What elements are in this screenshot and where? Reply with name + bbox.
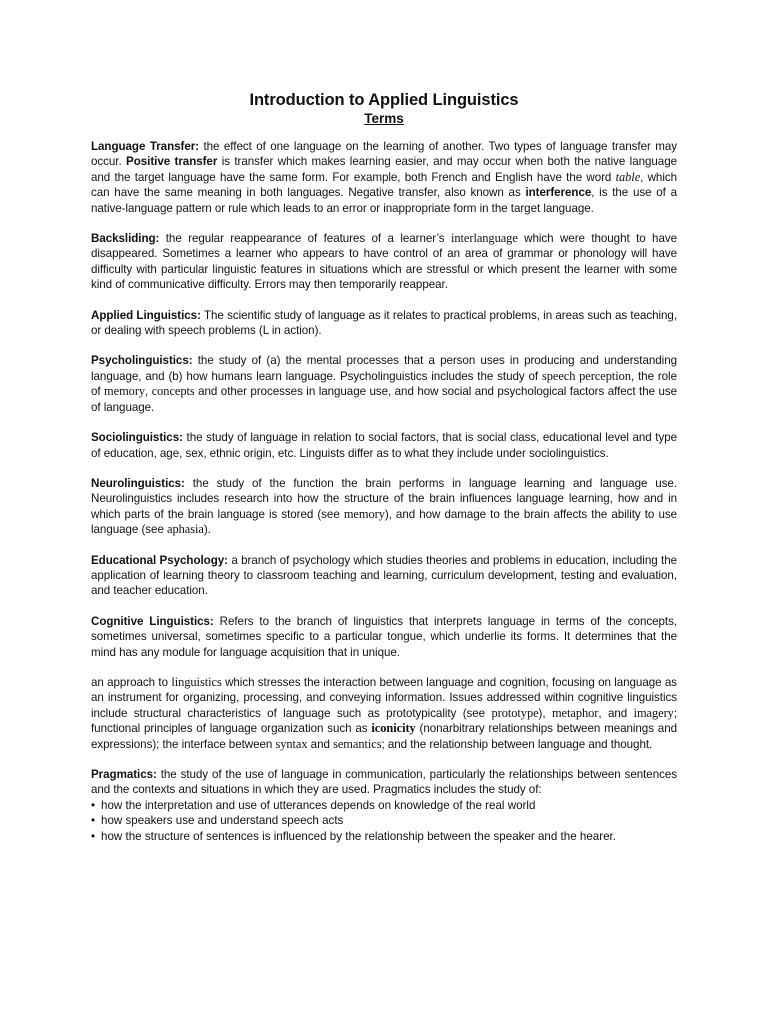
text-run: the study of language in relation to social factors, that is social class, educational level and type of education, age, sex, ethnic origin, etc. Linguists differ as to what they include under sociolinguistics. — [91, 431, 677, 460]
pragmatics-bullet-list — [91, 798, 677, 844]
paragraph-sociolinguistics — [91, 430, 677, 461]
term-heading: Backsliding: — [91, 232, 160, 246]
italic-word: table — [615, 169, 641, 184]
cross-reference: aphasia — [167, 522, 204, 537]
text-run: ; functional principles of language organization such as — [91, 706, 677, 736]
cross-reference: memory — [104, 384, 146, 399]
cross-reference: speech perception — [541, 368, 631, 383]
text-run: Refers to the branch of linguistics that interprets language in terms of the concepts, sometimes universal, sometimes specific to a particular tongue, which underlie its forms. It determines that the mind has any module for language acquisition that in unique. — [91, 614, 677, 659]
document-page — [91, 90, 677, 844]
term-heading: Neurolinguistics: — [91, 476, 185, 490]
cross-reference: metaphor — [551, 705, 599, 720]
text-run: which stresses the interaction between language and cognition, focusing on language as an instrument for organizing, processing, and conveying information. Issues addressed within cognitive linguistics include structural characteristics of language such as prototypicality (see — [91, 675, 677, 720]
text-run: the regular reappearance of features of a learner’s — [159, 232, 451, 246]
section-pragmatics — [91, 767, 677, 844]
term-heading: Psycholinguistics: — [91, 354, 193, 368]
text-run: (nonarbitrary relationships between meanings and expressions); the interface between — [91, 722, 677, 751]
text-run: , which can have the same meaning in both languages. Negative transfer, also known as — [91, 170, 678, 200]
cross-reference: imagery — [633, 705, 674, 720]
text-run: a branch of psychology which studies theories and problems in education, including the application of learning theory to classroom teaching and learning, curriculum development, testing and evaluation, and teacher education. — [91, 553, 677, 598]
page-subtitle: Terms — [364, 111, 404, 126]
text-run: ). — [203, 523, 211, 537]
paragraph-psycholinguistics — [91, 353, 677, 415]
paragraph-pragmatics — [91, 767, 677, 798]
cross-reference: semantics — [333, 736, 382, 751]
paragraph-educational-psychology — [91, 553, 677, 599]
text-run: the study of the use of language in communication, particularly the relationships between sentences and the contexts and situations in which they are used. Pragmatics includes the study of: — [91, 768, 677, 797]
text-run: , the role of — [91, 369, 677, 399]
text-run: the study of (a) the mental processes that a person uses in producing and understanding language, and (b) how humans learn language. Psycholinguistics includes the study of — [91, 354, 677, 383]
paragraph-language-transfer — [91, 139, 677, 216]
text-run: is transfer which makes learning easier, and may occur when both the native language and the target language have the same form. For example, both French and English have the word — [91, 155, 677, 184]
list-item: • how the interpretation and use of utterances depends on knowledge of the real world — [91, 798, 677, 813]
cross-reference: memory — [343, 506, 385, 521]
cross-reference: syntax — [275, 736, 308, 751]
term-heading: Cognitive Linguistics: — [91, 614, 214, 628]
text-run: and other processes in language use, and how social and psychological factors affect the use of language. — [91, 385, 678, 414]
text-run: the study of the function the brain performs in language learning and language use. Neurolinguistics includes research into how the structure of the brain influences language learning, how and in which parts of the brain language is stored (see — [91, 476, 677, 521]
text-run: ), and how damage to the brain affects the ability to use language (see — [91, 507, 677, 537]
list-item: • how the structure of sentences is influenced by the relationship between the speaker and the hearer. — [91, 829, 677, 844]
text-run: , and — [598, 706, 634, 720]
text-run: , — [145, 385, 152, 399]
term-heading: Educational Psychology: — [91, 553, 228, 567]
page-title: Introduction to Applied Linguistics — [249, 91, 519, 109]
paragraph-neurolinguistics — [91, 476, 677, 538]
paragraph-applied-linguistics — [91, 308, 677, 339]
term-heading: Sociolinguistics: — [91, 431, 183, 445]
text-run: The scientific study of language as it relates to practical problems, in areas such as teaching, or dealing with speech problems (L in action). — [91, 308, 677, 338]
text-run: which were thought to have disappeared. Sometimes a learner who appears to have control of an area of grammar or phonology will have difficulty with particular linguistic features in situations which are stressful or which present the learner with some kind of communicative difficulty. Errors may then temporarily reappear. — [91, 232, 677, 292]
text-run: , is the use of a native-language pattern or rule which leads to an error or inappropriate form in the target language. — [91, 186, 677, 215]
cross-reference: linguistics — [171, 674, 222, 689]
text-run: and — [307, 737, 334, 751]
text-run: an approach to — [91, 675, 172, 689]
cross-reference: interlanguage — [450, 231, 518, 246]
list-item: • how speakers use and understand speech acts — [91, 813, 677, 828]
text-run: the effect of one language on the learning of another. Two types of language transfer may occur. — [91, 140, 678, 169]
bold-term: Positive transfer — [126, 155, 218, 169]
paragraph-backsliding — [91, 231, 677, 293]
cross-reference: concepts — [151, 384, 195, 399]
bold-term: iconicity — [371, 721, 416, 736]
term-heading: Applied Linguistics: — [91, 308, 201, 322]
term-heading: Language Transfer: — [91, 140, 199, 153]
term-heading: Pragmatics: — [91, 768, 157, 781]
text-run: ; and the relationship between language and thought. — [381, 737, 653, 751]
cross-reference: prototype — [491, 705, 539, 720]
text-run: ), — [538, 706, 552, 720]
paragraph-cognitive-linguistics — [91, 614, 677, 660]
paragraph-cognitive-approach — [91, 675, 677, 752]
bold-term: interference — [525, 186, 592, 200]
